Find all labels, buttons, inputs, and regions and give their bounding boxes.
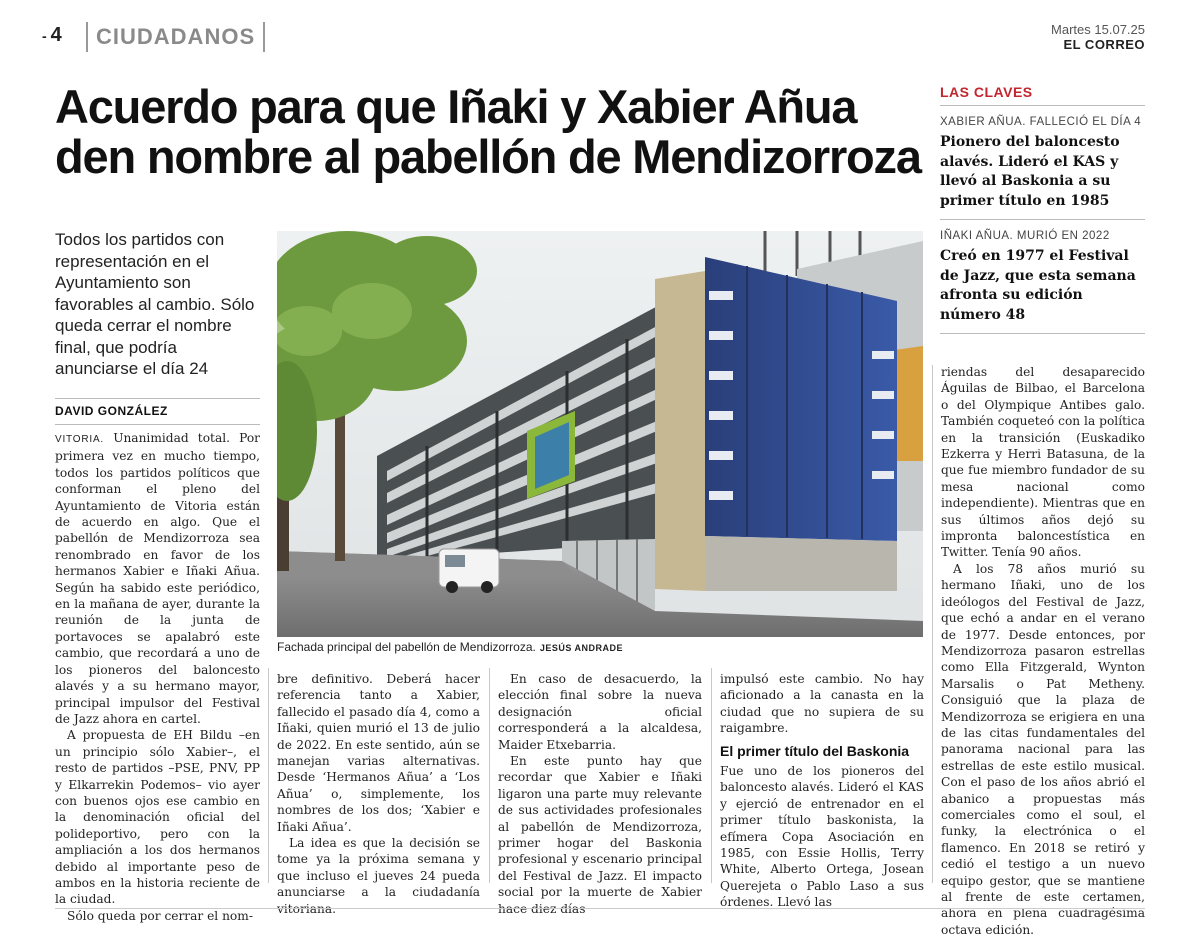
- claves-box: [940, 84, 1145, 344]
- article-subhead: El primer título del Baskonia: [720, 742, 910, 759]
- article-paragraph: Sólo queda por cerrar el nom-: [67, 908, 253, 923]
- pavilion-photo: [277, 231, 923, 637]
- article-column-3: [498, 671, 702, 917]
- page-number: [42, 24, 62, 47]
- headline: Acuerdo para que Iñaki y Xabier Añua den nombre al pabellón de Mendizorroza: [55, 80, 921, 183]
- article-paragraph: A los 78 años murió su hermano Iñaki, uno de los ideólogos del Festival de Jazz, que echó a andar en el verano de 1977. Desde entonces, por Mendizorroza pasaron estrellas como Ella Fitzgerald, Wynton Marsalis o Pat Metheny. Consiguió que la plaza de Mendizorroza se erigiera en una de las citas fundamentales del panorama nacional para las estrellas de este estilo musical. Con el paso de los años abrió el abanico a propuestas más comerciales como el soul, el funky, la electrónica o el flamenco. En 2018 se retiró y cedió el testigo a un nuevo equipo gestor, que se mantiene al frente de este certamen, ahora en plena cuadragésima octava edición.: [941, 561, 1145, 937]
- article-paragraph: riendas del desaparecido Águilas de Bilbao, el Barcelona o del Olympique Antibes galo. También coqueteó con la política en la transición (Euskadiko Ezkerra y Herri Batasuna, de la que fue miembro fundador de su mesa nacional como independiente). Mientras que en sus últimos años dejó su impronta baloncestística en Twitter. Tenía 90 años.: [941, 365, 1145, 560]
- article-paragraph: A propuesta de EH Bildu –en un principio sólo Xabier–, el resto de partidos –PSE, PNV, PP y Elkarrekin Podemos– vio ayer con buenos ojos ese cambio en la denominación oficial del polideportivo, pero con la ampliación a los dos hermanos debido al importante peso de ambos en la historia reciente de la ciudad.: [55, 728, 260, 907]
- article-paragraph: En caso de desacuerdo, la elección final sobre la nueva designación oficial corresponderá a la alcaldesa, Maider Etxebarria.: [498, 672, 702, 752]
- article-paragraph: La idea es que la decisión se tome ya la próxima semana y que incluso el jueves 24 pueda anunciarse a la ciudadanía vitoriana.: [277, 836, 480, 916]
- clave-text: Pionero del baloncesto alavés. Lideró el KAS y llevó al Baskonia a su primer título en 1985: [940, 133, 1145, 220]
- column-divider: [711, 668, 712, 883]
- article-column-1: [55, 430, 260, 924]
- photo-credit: JESÚS ANDRADE: [539, 643, 624, 653]
- claves-title: LAS CLAVES: [940, 84, 1145, 106]
- clave-label: IÑAKI AÑUA. MURIÓ EN 2022: [940, 230, 1110, 242]
- page-number-value: 4: [50, 24, 62, 46]
- column-divider: [268, 668, 269, 883]
- caption-text: Fachada principal del pabellón de Mendizorroza.: [277, 640, 536, 654]
- lede: Todos los partidos con representación en el Ayuntamiento son favorables al cambio. Sólo queda cerrar el nombre final, que podría anunciarse el día 24: [55, 230, 255, 378]
- article-paragraph: bre definitivo. Deberá hacer referencia tanto a Xabier, fallecido el pasado día 4, como a Iñaki, quien murió el 13 de julio de 2022. En este sentido, aún se manejan varias alternativas. Desde ‘Hermanos Añua’ a ‘Los Añua’ o, simplemente, los nombres de los dos; ‘Xabier e Iñaki Añua’.: [277, 672, 480, 834]
- newspaper-name: EL CORREO: [1063, 37, 1145, 52]
- article-column-2: [277, 671, 480, 917]
- section-label: CIUDADANOS: [86, 22, 265, 52]
- dateline: [1051, 22, 1145, 52]
- clave-text: Creó en 1977 el Festival de Jazz, que esta semana afronta su edición número 48: [940, 247, 1145, 334]
- article-paragraph: Fue uno de los pioneros del baloncesto alavés. Lideró el KAS y ejerció de entrenador en el primer título baskonista, la efímera Copa Asociación en 1985, con Essie Hollis, Terry White, Alberto Ortega, Josean Querejeta o Pablo Laso a sus órdenes. Llevó las: [720, 764, 924, 910]
- byline: DAVID GONZÁLEZ: [55, 398, 260, 418]
- dateline-city: VITORIA.: [55, 434, 105, 445]
- pavilion-illustration: [277, 231, 923, 637]
- column-divider: [489, 668, 490, 883]
- page-dash: -: [42, 28, 47, 44]
- article-column-5: [941, 364, 1145, 938]
- issue-date: Martes 15.07.25: [1051, 22, 1145, 37]
- column-divider: [932, 365, 933, 883]
- paragraph-text: Unanimidad total. Por primera vez en mucho tiempo, todos los partidos políticos que conforman el pleno del Ayuntamiento de Vitoria están de acuerdo en algo. Que el pabellón de Mendizorroza sea renombrado en favor de los hermanos Xabier e Iñaki Añua. Según ha sabido este periódico, en la mañana de ayer, durante la reunión de la junta de portavoces se apalabró este cambio, que recordará a uno de los pioneros del baloncesto alavés y a su hermano mayor, principal impulsor del Festival de Jazz ahora en cartel.: [55, 431, 261, 726]
- clave-label: XABIER AÑUA. FALLECIÓ EL DÍA 4: [940, 116, 1142, 128]
- byline-rule: [55, 424, 260, 425]
- article-paragraph: En este punto hay que recordar que Xabier e Iñaki ligaron una parte muy relevante de sus actividades profesionales al pabellón de Mendizorroza, primer hogar del Baskonia profesional y escenario principal del Festival de Jazz. El impacto social por la muerte de Xabier hace diez días: [498, 754, 702, 916]
- article-paragraph: [55, 430, 260, 727]
- bottom-rule: [55, 908, 1145, 909]
- photo-caption: [277, 640, 923, 654]
- article-column-4: [720, 671, 924, 911]
- article-paragraph: impulsó este cambio. No hay aficionado a la canasta en la ciudad que no supiera de su raigambre.: [720, 672, 924, 736]
